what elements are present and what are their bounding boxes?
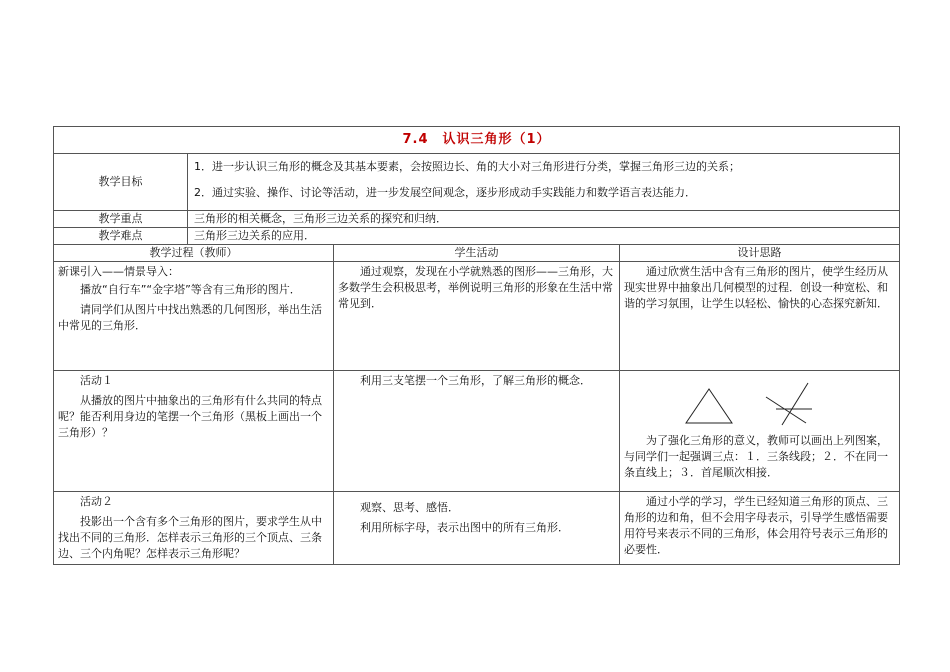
student-cell — [334, 262, 620, 371]
column-header-design: 设计思路 — [620, 245, 900, 262]
design-text: 通过小学的学习，学生已经知道三角形的顶点、三角形的边和角，但不会用字母表示，引导学生感悟需要用符号来表示不同的三角形，体会用符号表示三角形的必要性． — [624, 495, 888, 556]
teacher-cell — [54, 492, 334, 565]
lesson-plan-sheet — [53, 126, 899, 565]
teacher-text: 新课引入——情景导入： — [58, 265, 179, 278]
student-cell — [334, 371, 620, 492]
design-cell — [620, 262, 900, 371]
key-points-text: 三角形的相关概念，三角形三边关系的探究和归纳． — [188, 211, 900, 228]
objectives-content — [188, 154, 900, 211]
lesson-plan-table — [53, 126, 900, 565]
teacher-cell — [54, 371, 334, 492]
student-cell — [334, 492, 620, 565]
table-row — [54, 492, 900, 565]
teacher-text: 投影出一个含有多个三角形的图片，要求学生从中找出不同的三角形．怎样表示三角形的三个顶点、三条边、三个内角呢？怎样表示三角形呢？ — [58, 515, 322, 560]
key-points-label: 教学重点 — [54, 211, 188, 228]
teacher-text: 活动２ — [80, 495, 113, 508]
design-cell — [620, 492, 900, 565]
teacher-text: 从播放的图片中抽象出的三角形有什么共同的特点呢？能否利用身边的笔摆一个三角形（黑板上画出一个三角形）？ — [58, 394, 322, 439]
teacher-text: 播放“自行车”“金字塔”等含有三角形的图片． — [80, 283, 301, 296]
difficulties-label: 教学难点 — [54, 228, 188, 245]
objectives-label: 教学目标 — [54, 154, 188, 211]
teacher-text: 活动１ — [80, 374, 113, 387]
table-row — [54, 262, 900, 371]
design-text: 通过欣赏生活中含有三角形的图片，使学生经历从现实世界中抽象出几何模型的过程．创设一种宽松、和谐的学习氛围，让学生以轻松、愉快的心态探究新知． — [624, 265, 888, 310]
design-cell — [620, 371, 900, 492]
objective-item: 2．通过实验、操作、讨论等活动，进一步发展空间观念，逐步形成动手实践能力和数学语言表达能力． — [194, 186, 696, 199]
teacher-cell — [54, 262, 334, 371]
segment-b — [782, 383, 808, 425]
lesson-title: 7.4 认识三角形（1） — [54, 127, 900, 154]
difficulties-text: 三角形三边关系的应用． — [188, 228, 900, 245]
student-text: 通过观察，发现在小学就熟悉的图形——三角形，大多数学生会积极思考，举例说明三角形的形象在生活中常常见到． — [338, 265, 613, 310]
student-text: 利用所标字母，表示出图中的所有三角形． — [360, 521, 569, 534]
triangle-figures — [684, 381, 824, 429]
teacher-text: 请同学们从图片中找出熟悉的几何图形，举出生活中常见的三角形． — [58, 303, 322, 332]
student-text: 利用三支笔摆一个三角形，了解三角形的概念． — [360, 374, 591, 387]
triangle-shape — [686, 389, 732, 423]
column-header-student: 学生活动 — [334, 245, 620, 262]
column-header-row — [54, 245, 900, 262]
column-header-teacher: 教学过程（教师） — [54, 245, 334, 262]
design-text: 为了强化三角形的意义，教师可以画出上列图案，与同学们一起强调三点：１．三条线段；２．不在同一条直线上；３．首尾顺次相接． — [624, 434, 888, 479]
table-row — [54, 371, 900, 492]
student-text: 观察、思考、感悟． — [360, 501, 459, 514]
objective-item: 1．进一步认识三角形的概念及其基本要素，会按照边长、角的大小对三角形进行分类，掌握三角形三边的关系； — [194, 160, 740, 173]
